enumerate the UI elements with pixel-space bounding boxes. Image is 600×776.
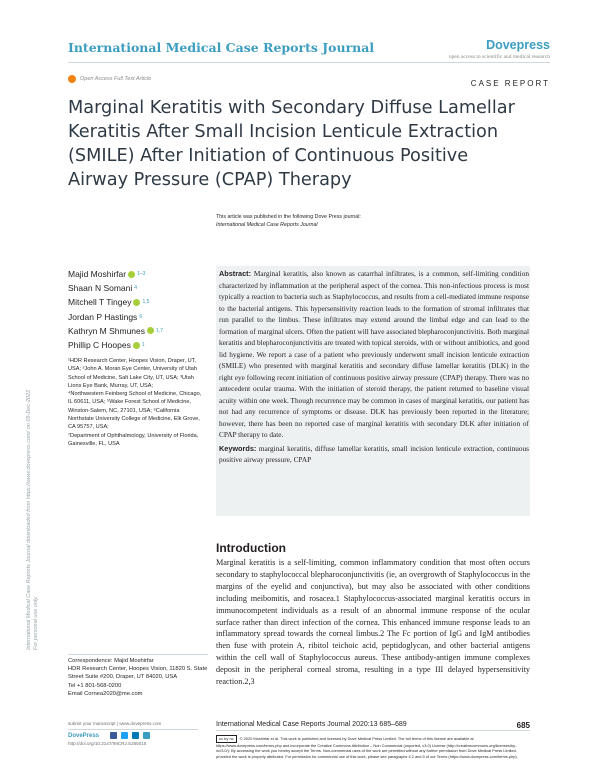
correspondence-line: HDR Research Center, Hoopes Vision, 11820 S. State Street Suite #200, Draper, UT 84020, USA	[68, 666, 208, 681]
publisher-block	[449, 38, 550, 60]
correspondence-line: Correspondence: Majid Moshirfar	[68, 658, 154, 664]
open-access-text: Open Access Full Text Article	[80, 76, 152, 82]
author[interactable]	[68, 324, 163, 338]
header-divider	[68, 62, 550, 63]
orcid-icon[interactable]	[133, 342, 140, 349]
doi-link[interactable]: http://doi.org/10.2147/IMCRJ.S265015	[68, 741, 147, 746]
author-affiliation-ref: 1,5	[142, 299, 150, 306]
affiliation: ⁷Department of Ophthalmology, University of Florida, Gainesville, FL, USA	[68, 432, 199, 447]
author-name: Majid Moshirfar	[68, 269, 127, 279]
sidebar-line: For personal use only.	[33, 595, 39, 650]
citation-text: International Medical Case Reports Journal 2020:13 685–689	[216, 721, 407, 728]
correspondence-line: Tel +1 801-568-0200	[68, 682, 122, 689]
author[interactable]	[68, 310, 163, 324]
affiliation: ¹HDR Research Center, Hoopes Vision, Draper, UT, USA; ²John A. Moran Eye Center, University of Utah School of Medicine, Salt Lake City, UT, USA; ³Utah Lions Eye Bank, Murray, UT, USA;	[68, 358, 198, 389]
abstract-label: Abstract:	[219, 269, 252, 278]
publisher-tagline: open access to scientific and medical research	[448, 54, 550, 60]
title-line: Keratitis After Small Incision Lenticule Extraction	[68, 122, 499, 142]
facebook-icon[interactable]	[110, 732, 117, 739]
affiliation: ⁴Northwestern Feinberg School of Medicine, Chicago, IL 60611, USA; ⁵Wake Forest School of Medicine, Winston-Salem, NC, 27101, USA; ⁶California Northstate University College of Medicine, Elk Grove, CA 95757, USA;	[68, 391, 202, 431]
share-icon[interactable]	[143, 732, 150, 739]
keywords-text: marginal keratitis, diffuse lamellar keratitis, small incision lenticule extraction, continuous positive airway pressure, CPAP	[219, 443, 529, 464]
keywords-label: Keywords:	[219, 443, 257, 453]
author[interactable]	[68, 338, 163, 352]
abstract	[219, 268, 529, 466]
sidebar-line: International Medical Case Reports Journal downloaded from https://www.dovepress.com/ on 05-Dec-2022	[26, 389, 32, 650]
author[interactable]	[68, 281, 163, 295]
publisher-logo[interactable]: Dovepress	[486, 38, 550, 52]
open-access-label	[68, 75, 151, 83]
submit-link[interactable]: submit your manuscript | www.dovepress.com	[68, 721, 162, 726]
page-number: 685	[516, 721, 530, 730]
correspondence-divider	[68, 654, 208, 655]
correspondence	[68, 657, 208, 698]
title-line: (SMILE) After Initiation of Continuous Positive	[68, 146, 469, 166]
pub-note-line: This article was published in the following Dove Press journal:	[216, 214, 361, 220]
author-name: Shaan N Somani	[68, 283, 133, 294]
footer-brand-row	[68, 732, 198, 740]
article-title	[68, 96, 568, 192]
author-affiliation-ref: 1–3	[137, 271, 146, 277]
author-affiliation-ref: 1,7	[156, 327, 163, 334]
pub-note-journal[interactable]: International Medical Case Reports Journal	[216, 222, 318, 228]
cc-license-icon[interactable]: cc by nc	[216, 735, 237, 743]
author-affiliation-ref: 4	[134, 285, 138, 292]
open-access-icon	[68, 75, 76, 83]
license	[216, 735, 530, 759]
keywords	[219, 443, 529, 466]
footer-citation	[216, 721, 530, 731]
title-line: Marginal Keratitis with Secondary Diffuse Lamellar	[68, 98, 515, 118]
author-list	[68, 267, 163, 352]
sidebar-text	[26, 390, 40, 650]
author-name: Phillip C Hoopes	[68, 340, 131, 351]
author-affiliation-ref: 6	[139, 313, 143, 320]
orcid-icon[interactable]	[133, 299, 140, 306]
orcid-icon[interactable]	[128, 271, 135, 278]
dovepress-brand[interactable]: DovePress	[68, 733, 100, 739]
social-icons	[110, 732, 150, 739]
author-name: Mitchell T Tingey	[68, 297, 132, 308]
title-line: Airway Pressure (CPAP) Therapy	[68, 170, 352, 190]
section-heading-introduction: Introduction	[216, 541, 286, 555]
author-name: Kathryn M Shmunes	[68, 325, 146, 336]
author[interactable]	[68, 295, 163, 309]
license-text: © 2020 Moshirfar et al. This work is published and licensed by Dove Medical Press Limited. The full terms of this license are available at https://www.dovepress.com/terms.php and incorporate the Creative Commons Attribution – Non Commercial (unported, v3.0) License (http://creativecommons.org/licenses/by-nc/3.0/). By accessing the work you hereby accept the Terms. Non-commercial uses of the work are permitted without any further permission from Dove Medical Press Limited, provided the work is properly attributed. For permission for commercial use of this work, please see paragraphs 4.2 and 5 of our Terms (https://www.dovepress.com/terms.php).	[216, 736, 518, 759]
introduction-text: Marginal keratitis is a self-limiting, common inflammatory condition that most often occurs secondary to staphylococcal blepharoconjunctivitis (ie, an overgrowth of Staphylococcus in the margins of the eyelid and conjunctiva), but may also be associated with other conditions including meibomitis, and rosacea.1 Staphylococcus-associated marginal keratitis occurs in immunocompetent individuals as a result of an abnormal immune response of the ocular surface rather than direct infection of the cornea. This enhanced immune response leads to an inflammatory spread towards the corneal limbus.2 The Fc portion of IgG and IgM antibodies then fuse with protein A, ribitol teichoic acid, peptidoglycan, and other bacterial antigens within the cell wall of Staphylococcus aureus. These antibody-antigen immune complexes deposit in the peripheral corneal stroma, resulting in a type III delayed hypersensitivity reaction.2,3	[216, 558, 530, 687]
author[interactable]	[68, 267, 163, 281]
twitter-icon[interactable]	[121, 732, 128, 739]
orcid-icon[interactable]	[147, 327, 154, 334]
affiliations	[68, 357, 206, 448]
footer-left	[68, 720, 198, 747]
abstract-text: Marginal keratitis, also known as catarrhal infiltrates, is a common, self-limiting condition characterized by inflammation at the peripheral aspect of the cornea. This non-infectious process is most typically a reaction to bacteria such as Staphylococcus, and results from a cell-mediated immune response to the bacterial antigens. This hypersensitivity reaction leads to the formation of stromal infiltrates that run parallel to the limbus. These infiltrates may extend around the limbal edge and can lead to the formation of marginal ulcers. Often the patient will have associated blepharoconjunctivitis. Both marginal keratitis and blepharoconjunctivitis are treated with topical steroids, with or without antibiotics, and good lid hygiene. We report a case of a patient who previously underwent small incision lenticule extraction (SMILE) who presented with marginal keratitis and secondary diffuse lamellar keratitis (DLK) in the right eye following recent initiation of continuous positive airway pressure (CPAP) therapy. There was no antecedent ocular trauma. With the initiation of steroid therapy, the patient returned to baseline visual acuity within one week. Though recurrence may be common in cases of marginal keratitis, our patient has not had any recurrence of symptoms or disease. DLK has previously been reported in the literature; however, there has been no reported case of marginal keratitis with secondary DLK after initiation of CPAP therapy to date.	[219, 269, 529, 439]
correspondence-email[interactable]: Email Cornea2020@me.com	[68, 690, 143, 697]
author-affiliation-ref: 1	[141, 342, 145, 349]
article-type: CASE REPORT	[470, 79, 550, 88]
publication-note	[216, 213, 361, 229]
author-name: Jordan P Hastings	[68, 311, 138, 322]
journal-name: International Medical Case Reports Journal	[68, 40, 375, 55]
linkedin-icon[interactable]	[132, 732, 139, 739]
download-sidebar	[14, 150, 38, 650]
